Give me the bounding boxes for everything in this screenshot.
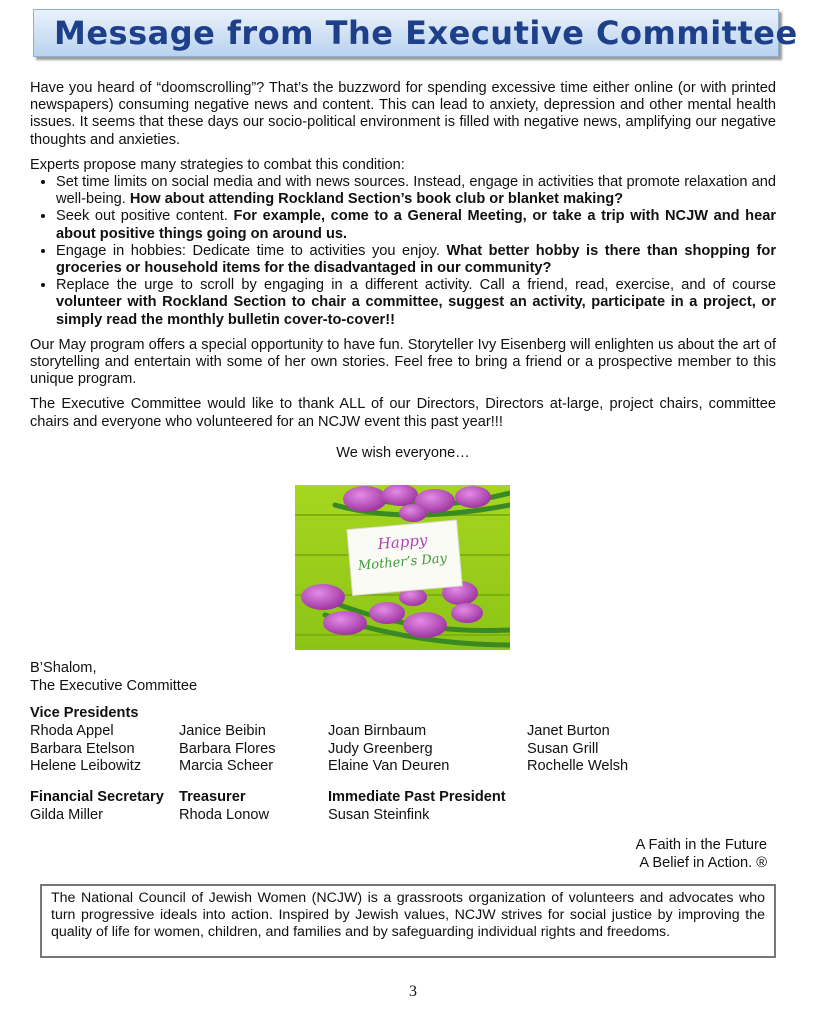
vp-name: Susan Grill bbox=[527, 740, 599, 757]
card-text-mothers-day: Mother’s Day bbox=[357, 551, 448, 574]
officer-past-president bbox=[328, 789, 506, 824]
experts-intro: Experts propose many strategies to combat this condition: bbox=[30, 156, 405, 173]
list-item: • Seek out positive content. For example, come to a General Meeting, or take a trip with NCJW and hear about positive things going on around us. bbox=[56, 208, 776, 242]
card-text-happy: Happy bbox=[376, 530, 429, 554]
officer-title: Immediate Past President bbox=[328, 789, 506, 805]
officer-name: Gilda Miller bbox=[30, 806, 103, 823]
page-number: 3 bbox=[409, 983, 417, 1000]
strategy-list bbox=[30, 174, 776, 329]
list-item: • Engage in hobbies: Dedicate time to activities you enjoy. What better hobby is there than shopping for groceries or household items for the disadvantaged in our community? bbox=[56, 243, 776, 277]
officer-financial-secretary bbox=[30, 789, 164, 824]
officer-name: Susan Steinfink bbox=[328, 806, 430, 823]
page-title: Message from The Executive Committee bbox=[54, 14, 798, 52]
closing-signature bbox=[30, 660, 197, 695]
motto-line-2: A Belief in Action. ® bbox=[639, 855, 767, 871]
officer-title: Financial Secretary bbox=[30, 789, 164, 805]
motto-line-1: A Faith in the Future bbox=[635, 837, 767, 853]
thanks-paragraph: The Executive Committee would like to thank ALL of our Directors, Directors at-large, project chairs, committee chairs and everyone who volunteered for an NCJW event this past year!!! bbox=[30, 396, 776, 430]
list-item: • Replace the urge to scroll by engaging in a different activity. Call a friend, read, exercise, and of course volunteer with Rockland Section to chair a committee, suggest an activity, participate in a project, or simply read the monthly bulletin cover-to-cover!! bbox=[56, 277, 776, 329]
article-body bbox=[30, 80, 776, 470]
vp-name: Rhoda Appel bbox=[30, 723, 114, 739]
vp-name: Helene Leibowitz bbox=[30, 758, 142, 774]
may-program-paragraph: Our May program offers a special opportunity to have fun. Storyteller Ivy Eisenberg will enlighten us about the art of storytelling and entertain with some of her own stories. Feel free to bring a friend or a prospective member to this unique program. bbox=[30, 336, 776, 388]
vp-column-4 bbox=[527, 723, 628, 776]
vp-name: Marcia Scheer bbox=[179, 758, 274, 774]
vp-name: Joan Birnbaum bbox=[328, 723, 427, 739]
officer-treasurer bbox=[179, 789, 269, 824]
wish-line: We wish everyone… bbox=[336, 444, 470, 461]
vp-name: Elaine Van Deuren bbox=[328, 758, 450, 774]
vp-name: Barbara Flores bbox=[179, 740, 276, 757]
list-item: • Set time limits on social media and with news sources. Instead, engage in activities that promote relaxation and well-being. How about attending Rockland Section’s book club or blanket making? bbox=[56, 174, 776, 208]
vp-name: Janet Burton bbox=[527, 723, 610, 739]
vp-column-1 bbox=[30, 723, 141, 776]
vp-column-2 bbox=[179, 723, 276, 776]
vp-name: Judy Greenberg bbox=[328, 740, 433, 757]
mission-statement-box bbox=[40, 884, 776, 958]
vp-name: Janice Beibin bbox=[179, 723, 266, 739]
mission-statement: The National Council of Jewish Women (NCJW) is a grassroots organization of volunteers and advocates who turn progressive ideals into action. Inspired by Jewish values, NCJW strives for social justice by improving the quality of life for women, children, and families and by safeguarding individual rights and freedoms. bbox=[51, 890, 765, 940]
vp-name: Barbara Etelson bbox=[30, 740, 135, 757]
officer-name: Rhoda Lonow bbox=[179, 806, 270, 823]
title-banner bbox=[33, 9, 798, 57]
officer-title: Treasurer bbox=[179, 789, 246, 805]
intro-paragraph: Have you heard of “doomscrolling”? That’s the buzzword for spending excessive time either online (or with printed newspapers) consuming negative news and content. This can lead to anxiety, depression and other mental health issues. It seems that these days our socio-political environment is filled with negative news, amplifying our negative thoughts and anxieties. bbox=[30, 80, 776, 148]
vp-heading: Vice Presidents bbox=[30, 705, 139, 721]
vp-name: Rochelle Welsh bbox=[527, 758, 629, 774]
vp-column-3 bbox=[328, 723, 449, 776]
motto bbox=[636, 836, 767, 872]
mothers-day-image bbox=[295, 485, 510, 650]
closing-signer: The Executive Committee bbox=[30, 677, 198, 694]
closing-greeting: B’Shalom, bbox=[30, 660, 97, 676]
